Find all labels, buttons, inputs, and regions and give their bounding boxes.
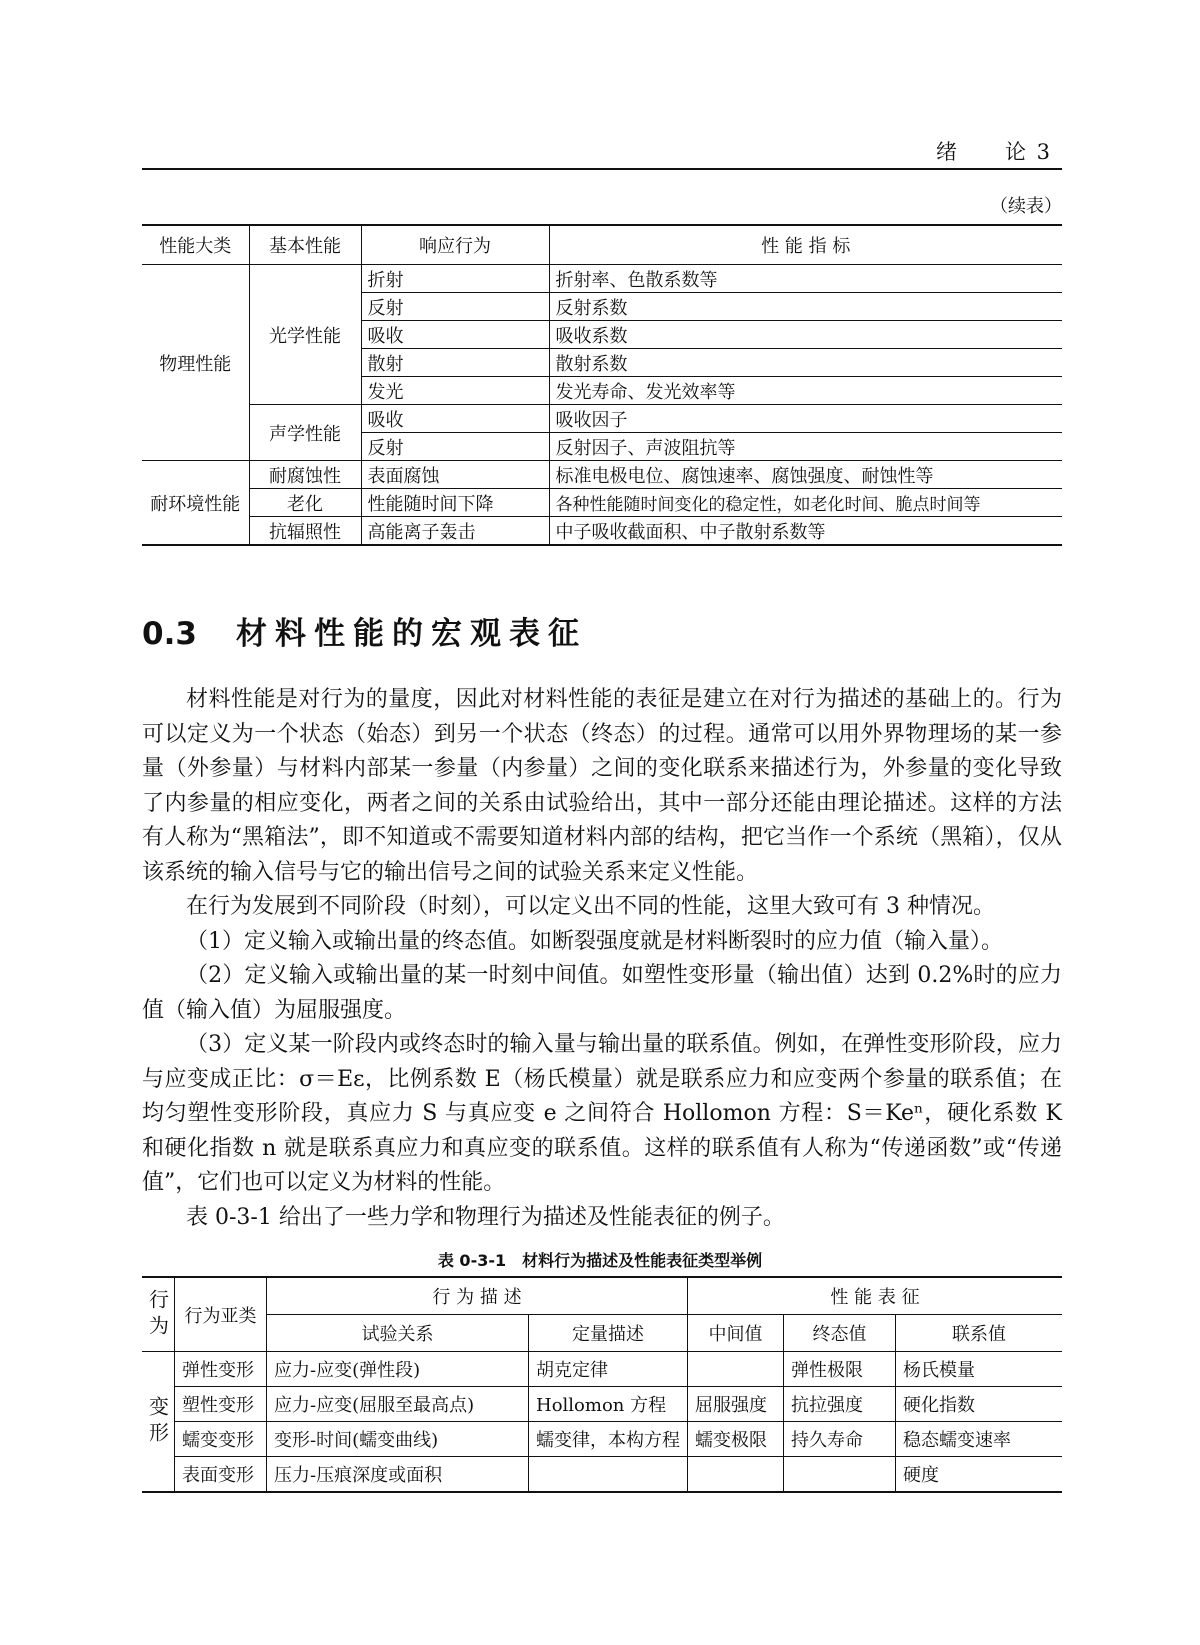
table-row bbox=[142, 265, 1062, 293]
header-text bbox=[936, 136, 1052, 166]
col-header-experiment: 试验关系 bbox=[267, 1315, 529, 1352]
paragraph: （2）定义输入或输出量的某一时刻中间值。如塑性变形量（输出值）达到 0.2%时的应力值（输入值）为屈服强度。 bbox=[142, 963, 1062, 1023]
index-cell: 反射系数 bbox=[549, 293, 1062, 321]
group-environment: 耐环境性能 bbox=[142, 461, 249, 546]
table-row bbox=[142, 405, 1062, 433]
group-physical: 物理性能 bbox=[142, 265, 249, 461]
link-cell: 硬化指数 bbox=[896, 1387, 1063, 1422]
experiment-cell: 压力-压痕深度或面积 bbox=[267, 1457, 529, 1493]
section-number: 0.3 bbox=[142, 616, 197, 652]
basic-cell: 老化 bbox=[249, 489, 361, 517]
index-cell: 发光寿命、发光效率等 bbox=[549, 377, 1062, 405]
basic-cell: 抗辐照性 bbox=[249, 517, 361, 546]
header-chapter-b: 论 bbox=[1004, 140, 1028, 164]
experiment-cell: 变形-时间(蠕变曲线) bbox=[267, 1422, 529, 1457]
index-cell: 吸收系数 bbox=[549, 321, 1062, 349]
col-header-basic: 基本性能 bbox=[249, 225, 361, 265]
col-header-behavior: 响应行为 bbox=[361, 225, 549, 265]
col-header-category: 性能大类 bbox=[142, 225, 249, 265]
subtype-cell: 弹性变形 bbox=[175, 1352, 267, 1387]
quantitative-cell: 胡克定律 bbox=[529, 1352, 688, 1387]
section-heading bbox=[142, 608, 587, 653]
experiment-cell: 应力-应变(弹性段) bbox=[267, 1352, 529, 1387]
index-cell: 吸收因子 bbox=[549, 405, 1062, 433]
table-subheader-row bbox=[142, 1315, 1062, 1352]
index-cell: 反射因子、声波阻抗等 bbox=[549, 433, 1062, 461]
final-cell: 持久寿命 bbox=[784, 1422, 896, 1457]
paragraph: 在行为发展到不同阶段（时刻），可以定义出不同的性能，这里大致可有 3 种情况。 bbox=[186, 894, 995, 919]
behavior-cell: 反射 bbox=[361, 293, 549, 321]
behavior-cell: 散射 bbox=[361, 349, 549, 377]
behavior-cell: 表面腐蚀 bbox=[361, 461, 549, 489]
group-deformation: 变形 bbox=[142, 1352, 175, 1493]
quantitative-cell: 蠕变律，本构方程 bbox=[529, 1422, 688, 1457]
table-row bbox=[142, 1422, 1062, 1457]
paragraph: 表 0-3-1 给出了一些力学和物理行为描述及性能表征的例子。 bbox=[186, 1204, 785, 1230]
col-header-index: 性 能 指 标 bbox=[549, 225, 1062, 265]
basic-cell: 耐腐蚀性 bbox=[249, 461, 361, 489]
subtype-cell: 塑性变形 bbox=[175, 1387, 267, 1422]
col-header-intermediate: 中间值 bbox=[688, 1315, 784, 1352]
table-row bbox=[142, 461, 1062, 489]
paragraph: （3）定义某一阶段内或终态时的输入量与输出量的联系值。例如，在弹性变形阶段，应力与应变成正比：σ＝Eε，比例系数 E（杨氏模量）就是联系应力和应变两个参量的联系值；在均匀塑性变形阶段，真应力 S 与真应变 e 之间符合 Hollomon 方程：S＝Keⁿ，硬化系数 K 和硬化指数 n 就是联系真应力和真应变的联系值。这样的联系值有人称为“传递函数”或“传递值”，它们也可以定义为材料的性能。 bbox=[142, 1032, 1062, 1195]
header-chapter-a: 绪 bbox=[935, 140, 959, 164]
col-header-description: 行 为 描 述 bbox=[267, 1277, 688, 1315]
behavior-cell: 吸收 bbox=[361, 321, 549, 349]
link-cell: 稳态蠕变速率 bbox=[896, 1422, 1063, 1457]
table-row bbox=[142, 1457, 1062, 1493]
table-header-row bbox=[142, 1277, 1062, 1315]
intermediate-cell: 蠕变极限 bbox=[688, 1422, 784, 1457]
subtype-cell: 表面变形 bbox=[175, 1457, 267, 1493]
behavior-cell: 吸收 bbox=[361, 405, 549, 433]
col-header-characterization: 性 能 表 征 bbox=[688, 1277, 1063, 1315]
table-row bbox=[142, 489, 1062, 517]
index-cell: 折射率、色散系数等 bbox=[549, 265, 1062, 293]
quantitative-cell: Hollomon 方程 bbox=[529, 1387, 688, 1422]
intermediate-cell: 屈服强度 bbox=[688, 1387, 784, 1422]
behavior-cell: 反射 bbox=[361, 433, 549, 461]
running-header bbox=[142, 128, 1062, 170]
subtype-cell: 蠕变变形 bbox=[175, 1422, 267, 1457]
table-header-row bbox=[142, 225, 1062, 265]
table-row bbox=[142, 1352, 1062, 1387]
page-number: 3 bbox=[1036, 140, 1052, 164]
col-header-quantitative: 定量描述 bbox=[529, 1315, 688, 1352]
paragraph: （1）定义输入或输出量的终态值。如断裂强度就是材料断裂时的应力值（输入量）。 bbox=[186, 928, 1003, 954]
behavior-table bbox=[142, 1276, 1062, 1493]
group-optical: 光学性能 bbox=[249, 265, 361, 405]
intermediate-cell bbox=[688, 1352, 784, 1387]
index-cell: 各种性能随时间变化的稳定性，如老化时间、脆点时间等 bbox=[549, 489, 1062, 517]
behavior-cell: 性能随时间下降 bbox=[361, 489, 549, 517]
index-cell: 散射系数 bbox=[549, 349, 1062, 377]
behavior-cell: 发光 bbox=[361, 377, 549, 405]
intermediate-cell bbox=[688, 1457, 784, 1493]
final-cell bbox=[784, 1457, 896, 1493]
col-header-behavior: 行为 bbox=[142, 1277, 175, 1352]
index-cell: 标准电极电位、腐蚀速率、腐蚀强度、耐蚀性等 bbox=[549, 461, 1062, 489]
behavior-cell: 高能离子轰击 bbox=[361, 517, 549, 546]
link-cell: 硬度 bbox=[896, 1457, 1063, 1493]
col-header-link: 联系值 bbox=[896, 1315, 1063, 1352]
index-cell: 中子吸收截面积、中子散射系数等 bbox=[549, 517, 1062, 546]
paragraph: 材料性能是对行为的量度，因此对材料性能的表征是建立在对行为描述的基础上的。行为可以定义为一个状态（始态）到另一个状态（终态）的过程。通常可以用外界物理场的某一参量（外参量）与材料内部某一参量（内参量）之间的变化联系来描述行为，外参量的变化导致了内参量的相应变化，两者之间的关系由试验给出，其中一部分还能由理论描述。这样的方法有人称为“黑箱法”，即不知道或不需要知道材料内部的结构，把它当作一个系统（黑箱），仅从该系统的输入信号与它的输出信号之间的试验关系来定义性能。 bbox=[142, 687, 1062, 885]
properties-table bbox=[142, 224, 1062, 546]
table-caption: 表 0-3-1 材料行为描述及性能表征类型举例 bbox=[437, 1251, 763, 1270]
table-continued-label: （续表） bbox=[990, 196, 1062, 217]
table-row bbox=[142, 517, 1062, 546]
col-header-final: 终态值 bbox=[784, 1315, 896, 1352]
quantitative-cell bbox=[529, 1457, 688, 1493]
table-row bbox=[142, 1387, 1062, 1422]
link-cell: 杨氏模量 bbox=[896, 1352, 1063, 1387]
experiment-cell: 应力-应变(屈服至最高点) bbox=[267, 1387, 529, 1422]
body-text bbox=[142, 683, 1062, 1235]
behavior-cell: 折射 bbox=[361, 265, 549, 293]
section-title: 材料性能的宏观表征 bbox=[236, 616, 587, 652]
col-header-subtype: 行为亚类 bbox=[175, 1277, 267, 1352]
final-cell: 抗拉强度 bbox=[784, 1387, 896, 1422]
group-acoustic: 声学性能 bbox=[249, 405, 361, 461]
final-cell: 弹性极限 bbox=[784, 1352, 896, 1387]
